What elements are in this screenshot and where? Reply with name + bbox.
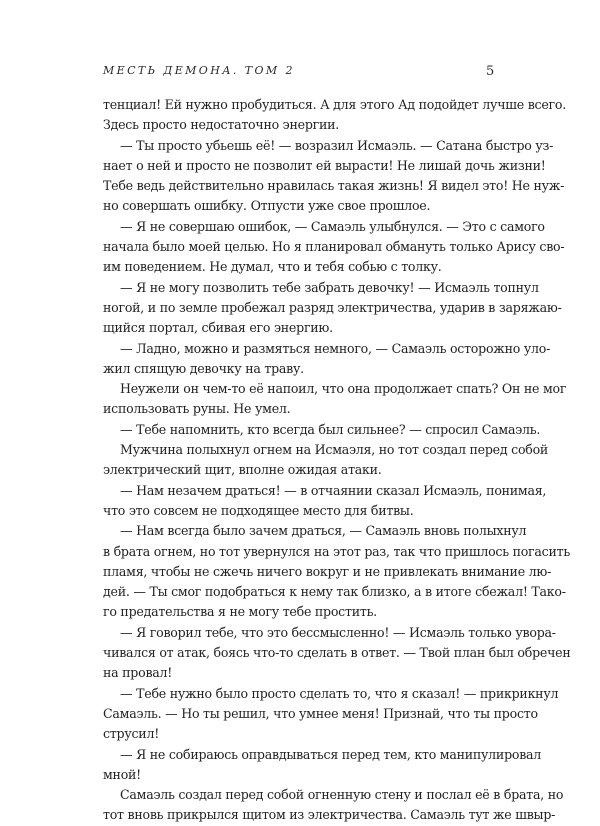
text-line: Здесь просто недостаточно энергии.	[103, 117, 340, 133]
text-line: использовать руны. Не умел.	[103, 401, 291, 417]
running-head: МЕСТЬ ДЕМОНА. ТОМ 2	[103, 64, 295, 77]
text-line: Самаэль создал перед собой огненную стену и послал её в брата, но	[120, 787, 564, 803]
text-line: — Я не могу позволить тебе забрать девочку! — Исмаэль топнул	[120, 279, 539, 295]
text-line: — Тебе нужно было просто сделать то, что я сказал! — прикрикнул	[120, 685, 559, 701]
text-line: тенциал! Ей нужно пробудиться. А для этого Ад подойдет лучше всего.	[103, 97, 566, 112]
text-line: дей. — Ты смог подобраться к нему так близко, а в итоге сбежал! Тако-	[103, 584, 566, 600]
text-line: что это совсем не подходящее место для битвы.	[103, 502, 414, 518]
text-line: Тебе ведь действительно нравилась такая жизнь! Я видел это! Не нуж-	[103, 178, 565, 194]
text-line: го предательства я не могу тебе простить.	[103, 604, 377, 620]
text-line: — Тебе напомнить, кто всегда был сильнее? — спросил Самаэль.	[120, 421, 541, 437]
text-line: — Я не совершаю ошибок, — Самаэль улыбнулся. — Это с самого	[120, 218, 545, 234]
text-line: на провал!	[103, 665, 173, 681]
text-line: — Ладно, можно и размяться немного, — Самаэль осторожно уло-	[120, 340, 551, 356]
body-text	[103, 95, 571, 826]
text-line: но совершать ошибку. Отпусти уже свое прошлое.	[103, 198, 431, 214]
text-line: Самаэль. — Но ты решил, что умнее меня! Признай, что ты просто	[103, 705, 538, 721]
text-line: тот вновь прикрылся щитом из электричества. Самаэль тут же швыр-	[103, 807, 556, 823]
text-line: — Ты просто убьешь её! — возразил Исмаэль. — Сатана быстро уз-	[120, 137, 554, 153]
text-line: ногой, и по земле пробежал разряд электричества, ударив в заряжаю-	[103, 299, 562, 315]
page-number: 5	[486, 64, 495, 79]
text-line: начала было моей целью. Но я планировал обмануть только Арису сво-	[103, 239, 565, 255]
text-line: щийся портал, сбивая его энергию.	[103, 320, 333, 336]
text-line: Мужчина полыхнул огнем на Исмаэля, но тот создал перед собой	[120, 442, 549, 458]
text-line: электрический щит, вполне ожидая атаки.	[103, 462, 382, 478]
text-line: жил спящую девочку на траву.	[103, 360, 304, 376]
text-line: струсил!	[103, 726, 160, 742]
text-line: нает о ней и просто не позволит ей вырасти! Не лишай дочь жизни!	[103, 157, 546, 173]
text-line: — Я не собираюсь оправдываться перед тем, кто манипулировал	[120, 746, 542, 762]
text-line: в брата огнем, но тот увернулся на этот раз, так что пришлось погасить	[103, 543, 570, 559]
text-line: — Нам незачем драться! — в отчаянии сказал Исмаэль, понимая,	[120, 482, 547, 498]
text-line: чивался от атак, боясь что-то сделать в ответ. — Твой план был обречен	[103, 645, 571, 661]
text-line: — Нам всегда было зачем драться, — Самаэль вновь полыхнул	[120, 523, 527, 539]
text-line: пламя, чтобы не сжечь ничего вокруг и не привлекать внимание лю-	[103, 563, 552, 579]
text-line: мной!	[103, 766, 141, 782]
text-line: Неужели он чем-то её напоил, что она продолжает спать? Он не мог	[120, 381, 567, 397]
text-line: им поведением. Не думал, что и тебя собью с толку.	[103, 259, 442, 275]
text-line: — Я говорил тебе, что это бессмысленно! — Исмаэль только увора-	[120, 624, 556, 640]
